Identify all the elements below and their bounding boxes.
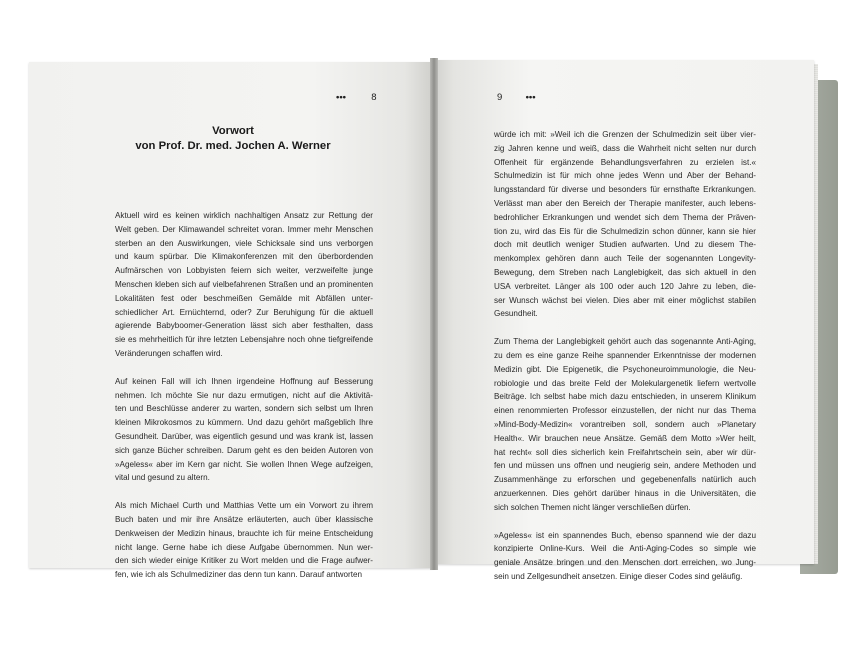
text-line: »Ageless« aber im Kern gar nicht. Sie wollen Ihnen Wege aufzeigen, [115,459,373,469]
text-line: den sich wieder einige Kritiker zu Wort melden und die Frage aufwer- [115,556,373,566]
text-line: bedrohlicher Erkrankungen und wendet sich dem Thema der Präven- [494,212,756,222]
text-line: ser Wunsch wächst bei vielen. Dies aber mit einer möglichst stabilen [494,295,756,305]
chapter-title [60,124,406,154]
text-line: Aktuell wird es keinen wirklich nachhaltigen Ansatz zur Rettung der [115,211,373,220]
text-line: fen und müssen uns offnen und neugierig sein, andere Methoden und [494,461,756,471]
paragraph [115,499,373,582]
text-line: nicht lange. Gerne habe ich diese Aufgabe übernommen. Nun wer- [115,542,373,552]
text-line: sie es mehrheitlich für ihre letzten Lebensjahre noch ohne tiefgreifende [115,335,373,345]
text-line: USA verbreitet. Länger als 100 oder auch 120 Jahre zu leben, die- [494,281,756,291]
text-line: sterben an den Auswirkungen, viele Schicksale sind uns verborgen [115,238,373,248]
ellipsis-dots-icon: ••• [525,92,536,103]
paragraph [115,209,373,361]
text-line: Zum Thema der Langlebigkeit gehört auch das sogenannte Anti-Aging, [494,337,756,347]
left-body-text [115,209,373,596]
text-line: robiologie und das breite Feld der Molekulargenetik liefern wertvolle [494,378,756,388]
text-line: sich solchen Themen nicht länger verschließen dürfen. [494,502,691,512]
text-line: Schulmedizin ist für mich ohne jedes Wenn und Aber der Behand- [494,171,756,181]
text-line: hat recht« soll dies sicherlich kein Freifahrtschein sein, aber wir dür- [494,447,756,457]
paragraph [115,375,373,485]
text-line: einen renommierten Professor einzustellen, der nicht nur das Thema [494,406,756,416]
text-line: Als mich Michael Curth und Matthias Vette um ein Vorwort zu ihrem [115,501,373,511]
text-line: nehmen. Ich möchte Sie nur dazu ermutigen, nicht auf die Aktivitä- [115,390,373,400]
text-line: vital und gesund zu altern. [115,473,210,483]
text-line: Health«. Wir brauchen neue Ansätze. Gemäß dem Motto »Wer heilt, [494,433,756,443]
ellipsis-dots-icon: ••• [336,92,346,103]
text-line: Beiträge. Ich selbst habe mich dazu entschieden, in unserem Klinikum [494,392,756,402]
text-line: doch mit deutlich weniger Studien aufwarten. Und zu diesem The- [494,240,756,250]
paragraph [494,335,756,514]
text-line: zig Jahren kenne und weiß, dass die Wahrheit nicht selten nur durch [494,143,756,153]
text-line: sich ganze Bücher schreiben. Darum geht es den beiden Autoren von [115,445,373,455]
text-line: und kaum spürbar. Die Klimakonferenzen mit den überbordenden [115,252,373,262]
paragraph [494,128,756,321]
text-line: »Ageless« ist ein spannendes Buch, ebenso spannend wie der dazu [494,530,756,540]
text-line: Bewegung, dem Streben nach Langlebigkeit, das sich aktuell in den [494,267,756,277]
text-line: Zusammenhänge zu erforschen und gegebenenfalls natürlich auch [494,475,756,485]
text-line: Buch baten und mir ihre Ansätze erläuterten, auch über klassische [115,514,373,524]
text-line: Auf keinen Fall will ich Ihnen irgendeine Hoffnung auf Besserung [115,376,373,386]
book-gutter [430,58,438,570]
text-line: lungsstandard für diverse und besonders für ernsthafte Erkrankungen. [494,185,756,195]
text-line: menkomplex gehören dann auch Teile der sogenannten Longevity- [494,254,756,264]
text-line: fen, wie ich als Schulmediziner das denn tun kann. Darauf antworten [115,570,363,580]
text-line: »Mind-Body-Medizin« vorantreiben soll, sondern auch »Planetary [494,419,756,429]
page-number: 9 [497,92,503,103]
text-line: anzuerkennen. Dies gehört darüber hinaus in die Universitäten, die [494,488,756,498]
text-line: geniale Ansätze bringen und den Menschen dort erreichen, wo Jung- [494,558,756,568]
text-line: zu dem es eine ganze Reihe spannender Erkenntnisse der modernen [494,350,756,360]
text-line: Aufmärschen von Lobbyisten feiern sich weiter, verzweifelte junge [115,266,373,276]
text-line: Lokalitäten fest oder beschmeißen Gemälde mit Abfällen unter- [115,293,373,303]
text-line: agierende Babyboomer-Generation lässt sich aber festhalten, dass [115,321,373,331]
text-line: sein und Zellgesundheit ansetzen. Einige dieser Codes sind geläufig. [494,571,743,581]
text-line: Verlässt man aber den Bereich der Therapie manifester, auch lebens- [494,198,756,208]
title-line: Vorwort [212,125,254,137]
text-line: Veränderungen schaffen wird. [115,348,223,358]
left-page-folio [336,92,377,103]
text-line: Menschen kleben sich auf vielbefahrenen Straßen und an prominenten [115,279,373,289]
text-line: kleinen Mikrokosmos zu kümmern. Und dazu gehört maßgeblich Ihre [115,418,373,428]
text-line: Gesundheit. Darüber, was eigentlich gesund und was krank ist, lassen [115,431,373,441]
text-line: Denkweisen der Medizin hinaus, brauchte ich für meine Entscheidung [115,528,373,538]
page-number: 8 [371,92,377,103]
right-page-folio [497,92,536,103]
text-line: Welt geben. Der Klimawandel schreitet voran. Immer mehr Menschen [115,224,373,234]
text-line: Medizin gibt. Die Epigenetik, die Psychoneuroimmunologie, die Neu- [494,364,756,374]
text-line: konzipierte Online-Kurs. Weil die Anti-Aging-Codes so simple wie [494,544,756,554]
title-line: von Prof. Dr. med. Jochen A. Werner [135,140,331,152]
paragraph [494,529,756,584]
text-line: ten und Beschlüsse anderer zu warten, sondern sich selbst um Ihren [115,404,373,414]
text-line: tion zu, wird das Eis für die Schulmedizin schon dünner, kann sie hier [494,226,756,236]
text-line: schiedlicher Art. Ernüchternd, oder? Zur Beruhigung für die aktuell [115,307,373,317]
right-body-text [494,128,756,598]
text-line: Offenheit für ergänzende Behandlungsverfahren zu erzielen ist.« [494,157,756,167]
text-line: Gesundheit. [494,309,538,319]
text-line: würde ich mit: »Weil ich die Grenzen der Schulmedizin seit über vier- [494,130,756,139]
